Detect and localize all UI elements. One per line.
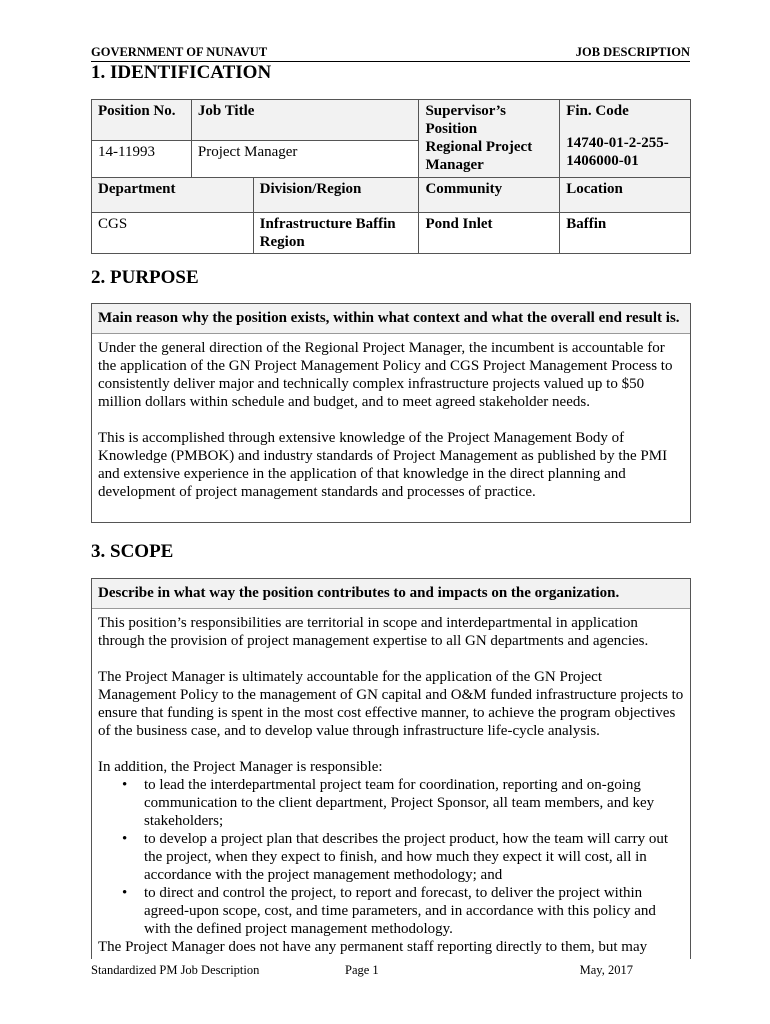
location-label: Location [560,178,691,213]
department-label: Department [92,178,254,213]
header-document-type: JOB DESCRIPTION [575,45,690,59]
community-value: Pond Inlet [419,213,560,254]
scope-box [91,578,691,959]
supervisor-value: Regional Project Manager [425,139,533,173]
purpose-paragraph: Under the general direction of the Regional Project Manager, the incumbent is accountable for the application of the GN Project Management Policy and CGS Project Management Process to consistently deliver major and technically complex infrastructure projects valued up to $50 million dollars within schedule and budget, and to meet agreed stakeholder needs. [98,340,673,410]
scope-intro: In addition, the Project Manager is responsible: [98,759,383,775]
fin-code-value: 14740-01-2-255-1406000-01 [566,135,669,169]
identification-table [91,99,691,254]
fin-code-cell [560,100,691,178]
scope-closing-text: The Project Manager does not have any permanent staff reporting directly to them, but may [98,939,648,955]
header-organization: GOVERNMENT OF NUNAVUT [91,45,268,59]
list-item: • to develop a project plan that describes the project product, how the team will carry out the project, when they expect to finish, and how much they expect it will cost, all in accordance with the project management methodology; and [144,830,684,884]
purpose-paragraph: This is accomplished through extensive knowledge of the Project Management Body of Knowledge (PMBOK) and industry standards of Project Management as published by the PMI and extensive experience in the application of that knowledge in the direct planning and development of project management standards and processes of practice. [98,430,668,500]
list-item: • to lead the interdepartmental project team for coordination, reporting and on-going communication to the client department, Project Sponsor, all team members, and key stakeholders; [144,776,684,830]
scope-paragraph: This position’s responsibilities are territorial in scope and interdepartmental in application through the provision of project management expertise to all GN departments and agencies. [98,615,649,649]
list-item: • to direct and control the project, to report and forecast, to deliver the project within agreed-upon scope, cost, and time parameters, and in accordance with this policy and with the defined project management methodology. [144,884,684,938]
purpose-box-body [92,334,690,524]
position-no-label: Position No. [92,100,192,141]
identification-header-row [92,100,691,141]
section-identification-title: 1. IDENTIFICATION [91,62,272,83]
footer-date: May, 2017 [579,963,633,977]
identification-labels-row-2 [92,178,691,213]
division-value: Infrastructure Baffin Region [253,213,419,254]
section-scope-title: 3. SCOPE [91,541,174,562]
supervisor-cell [419,100,560,178]
supervisor-label: Supervisor’s Position [425,103,506,137]
job-title-value: Project Manager [191,141,419,178]
department-value: CGS [92,213,254,254]
identification-values-row-2 [92,213,691,254]
responsibilities-list [98,776,684,938]
scope-box-heading: Describe in what way the position contributes to and impacts on the organization. [92,579,690,609]
community-label: Community [419,178,560,213]
location-value: Baffin [560,213,691,254]
purpose-box [91,303,691,523]
division-label: Division/Region [253,178,419,213]
footer-document-name: Standardized PM Job Description [91,963,260,977]
scope-box-body [92,609,690,961]
job-title-label: Job Title [191,100,419,141]
scope-paragraph: The Project Manager is ultimately accountable for the application of the GN Project Management Policy to the management of GN capital and O&M funded infrastructure projects to ensure that funding is spent in the most cost effective manner, to achieve the program objectives of the business case, and to develop value through infrastructure life-cycle analysis. [98,669,684,739]
footer-page-number: Page 1 [345,963,379,977]
fin-code-label: Fin. Code [566,103,629,119]
position-no-value: 14-11993 [92,141,192,178]
section-purpose-title: 2. PURPOSE [91,267,199,288]
purpose-box-heading: Main reason why the position exists, within what context and what the overall end result is. [92,304,690,334]
